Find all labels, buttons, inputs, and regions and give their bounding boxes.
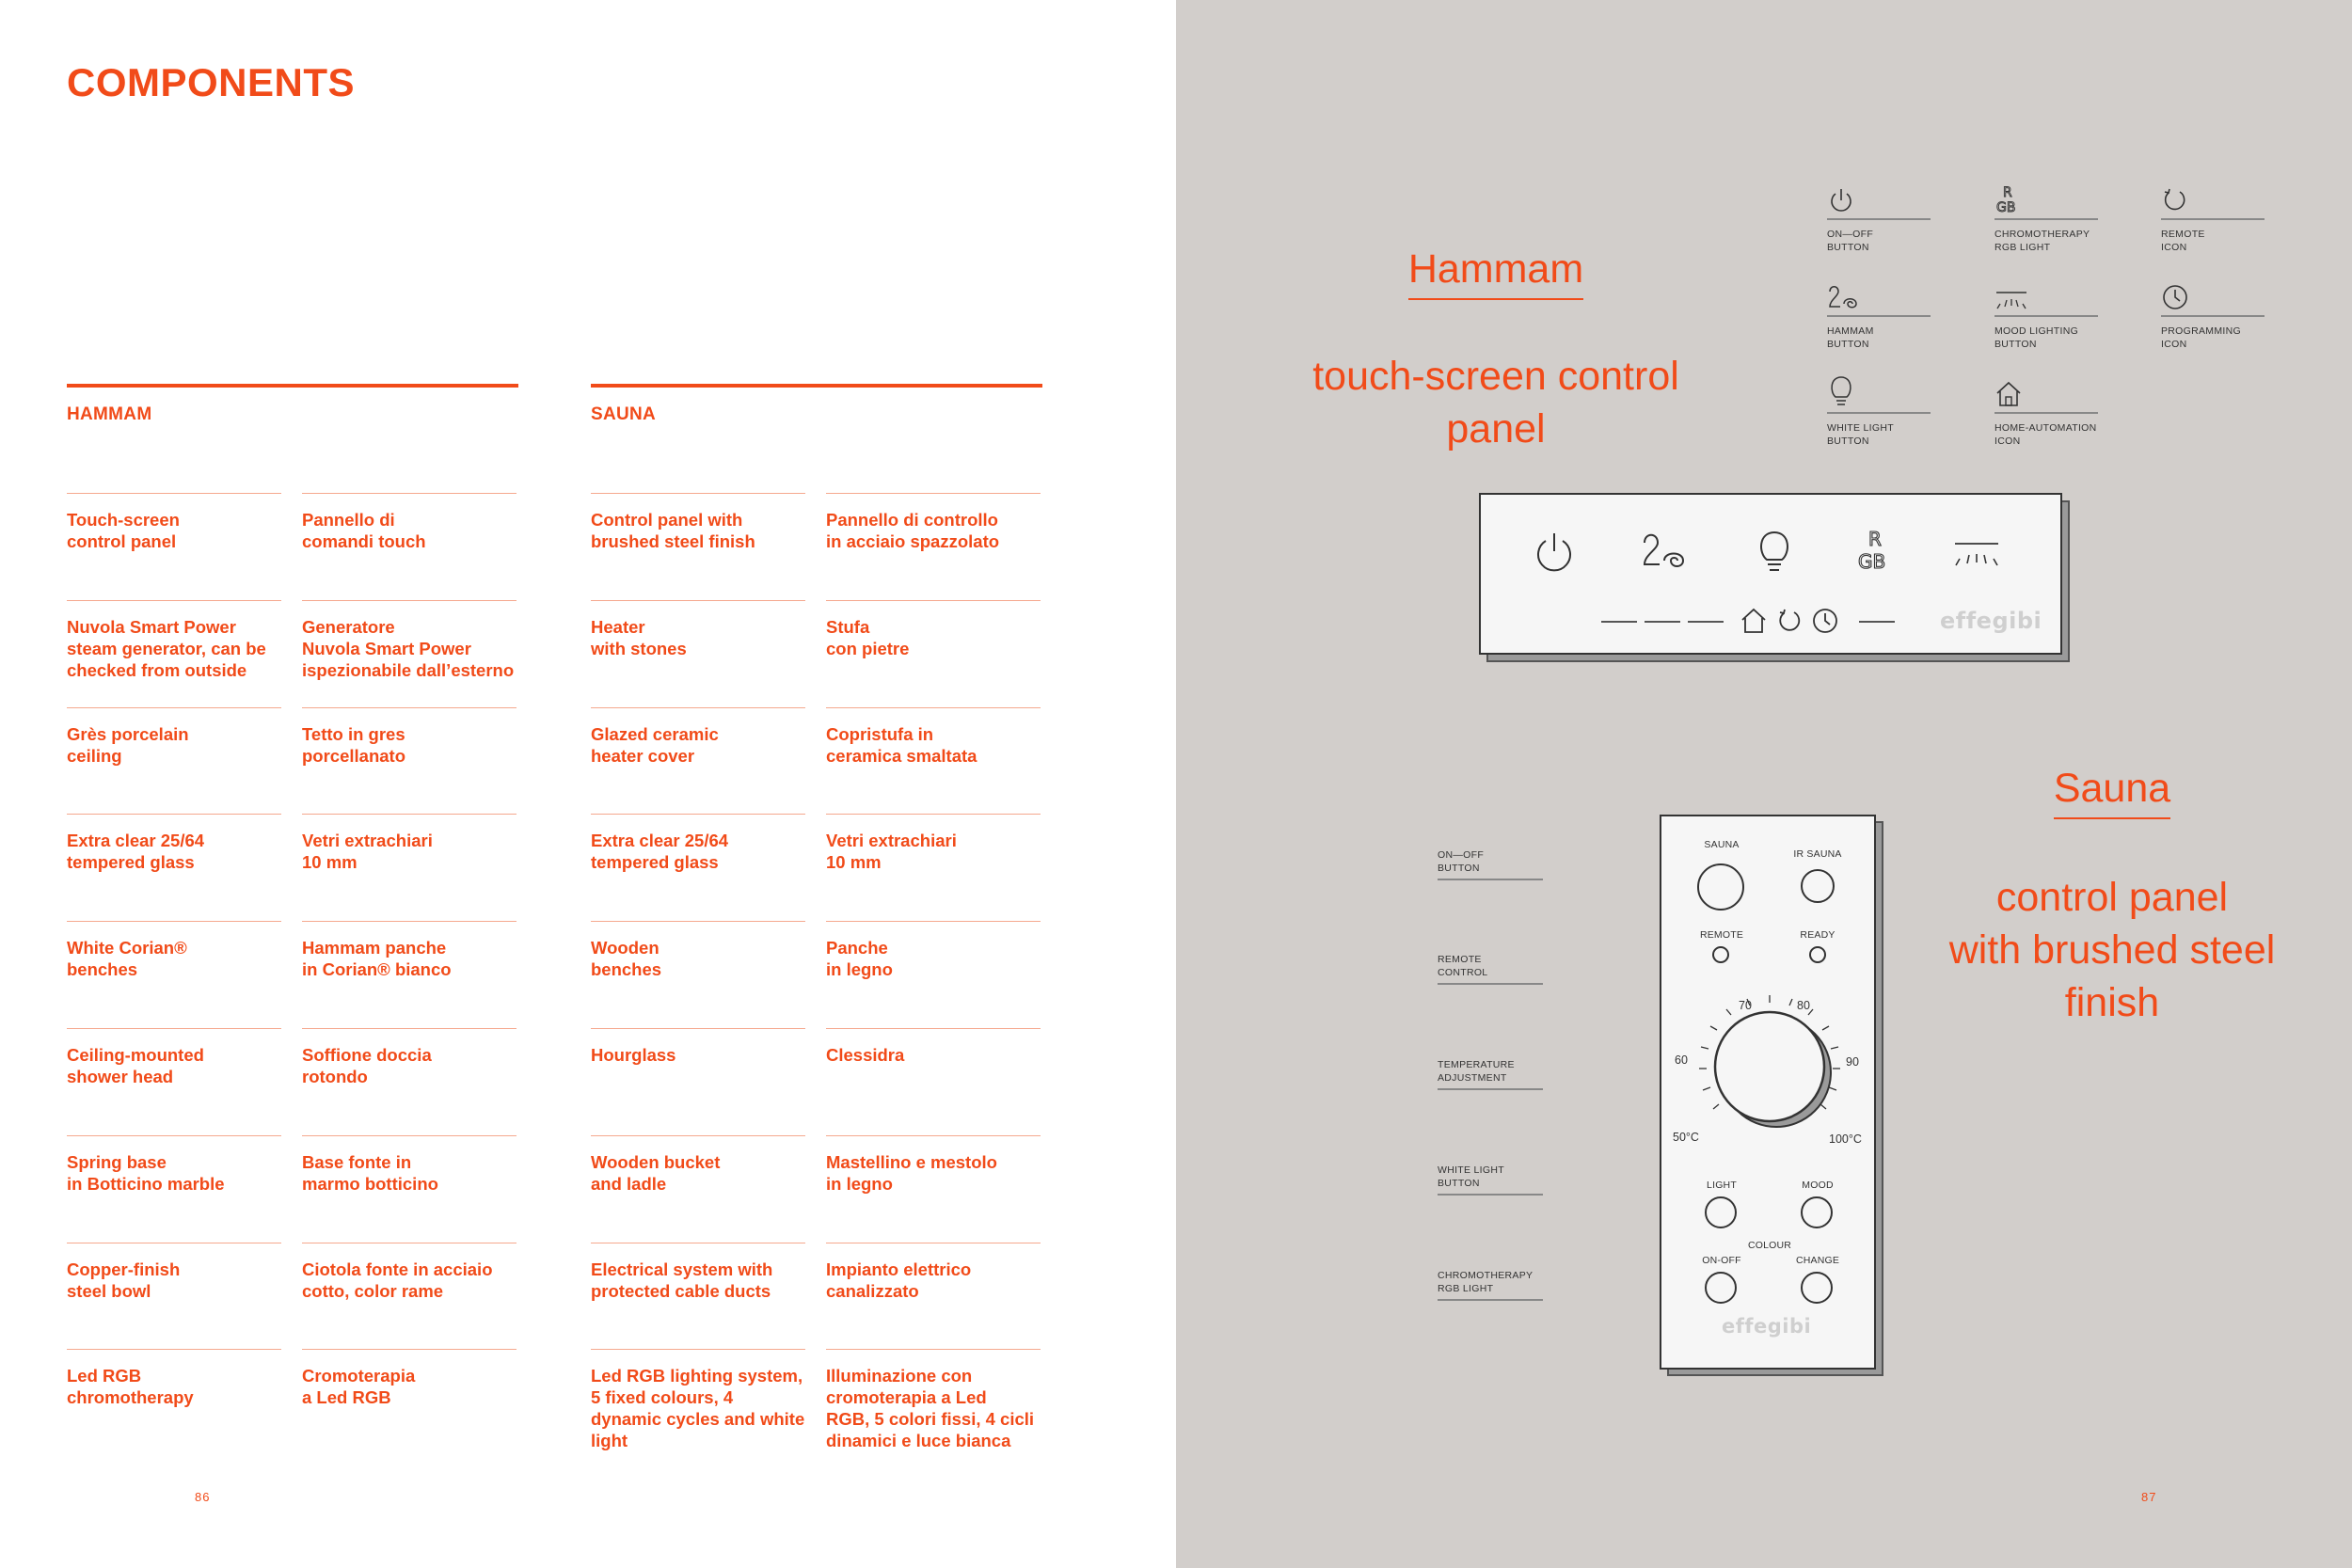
light-button[interactable] <box>1705 1196 1737 1228</box>
sauna-legend-temperature: TEMPERATURE ADJUSTMENT <box>1438 1058 1543 1090</box>
power-icon <box>1827 186 1855 214</box>
panel-dash <box>1859 621 1895 623</box>
panel-dash <box>1601 621 1637 623</box>
hammam-item-en: Touch-screen control panel <box>67 493 281 552</box>
sauna-item-en: Extra clear 25/64 tempered glass <box>591 814 805 873</box>
hammam-subtitle: touch-screen control panel <box>1312 354 1679 451</box>
hammam-icon <box>1827 283 1859 311</box>
sauna-subtitle: control panel with brushed steel finish <box>1948 875 2276 1025</box>
hammam-item-en: Copper-finish steel bowl <box>67 1243 281 1302</box>
hammam-row <box>67 1243 518 1350</box>
home-icon <box>1994 380 2023 408</box>
hammam-item-en: Extra clear 25/64 tempered glass <box>67 814 281 873</box>
sauna-heading-rule <box>591 384 1042 388</box>
sauna-item-en: Heater with stones <box>591 600 805 659</box>
sauna-row <box>591 1135 1042 1243</box>
ir-sauna-button[interactable] <box>1801 869 1835 903</box>
sauna-item-en: Control panel with brushed steel finish <box>591 493 805 552</box>
sauna-item-it: Illuminazione con cromoterapia a Led RGB, 5 colori fissi, 4 cicli dinamici e luce bianca <box>826 1349 1041 1451</box>
sauna-rows <box>591 493 1042 1456</box>
hammam-item-en: Spring base in Botticino marble <box>67 1135 281 1195</box>
hammam-heading-rule <box>67 384 518 388</box>
sauna-title: Sauna <box>1971 766 2253 819</box>
label-ir-sauna: IR SAUNA <box>1793 848 1842 860</box>
hammam-rows <box>67 493 518 1456</box>
legend-remote: REMOTE ICON <box>2161 182 2265 254</box>
label-light: LIGHT <box>1707 1180 1737 1191</box>
sauna-item-it: Panche in legno <box>826 921 1041 980</box>
panel-bulb-icon[interactable] <box>1756 529 1793 576</box>
panel-dash <box>1688 621 1724 623</box>
mood-icon <box>1994 287 2028 311</box>
sauna-legend-remote: REMOTE CONTROL <box>1438 953 1543 985</box>
svg-text:GB: GB <box>1858 550 1886 573</box>
panel-remote-icon[interactable] <box>1776 608 1803 634</box>
legend-white-light: WHITE LIGHT BUTTON <box>1827 376 1931 448</box>
sauna-item-en: Electrical system with protected cable ducts <box>591 1243 805 1302</box>
hammam-row <box>67 814 518 921</box>
sauna-row <box>591 493 1042 600</box>
mood-button[interactable] <box>1801 1196 1833 1228</box>
panel-dash <box>1645 621 1680 623</box>
clock-icon <box>2161 283 2189 311</box>
hammam-row <box>67 707 518 815</box>
ready-indicator <box>1809 946 1826 963</box>
sauna-on-off-button[interactable] <box>1697 863 1744 911</box>
sauna-item-it: Vetri extrachiari 10 mm <box>826 814 1041 873</box>
sauna-item-en: Wooden benches <box>591 921 805 980</box>
label-colour: COLOUR <box>1747 1240 1792 1251</box>
hammam-row <box>67 493 518 600</box>
legend-mood: MOOD LIGHTING BUTTON <box>1994 279 2098 351</box>
hammam-item-en: White Corian® benches <box>67 921 281 980</box>
legend-home-automation: HOME-AUTOMATION ICON <box>1994 376 2098 448</box>
page-title: COMPONENTS <box>67 60 356 104</box>
hammam-item-it: Pannello di comandi touch <box>302 493 516 552</box>
sauna-item-it: Copristufa in ceramica smaltata <box>826 707 1041 767</box>
sauna-legend-chromotherapy: CHROMOTHERAPY RGB LIGHT <box>1438 1269 1543 1301</box>
sauna-item-en: Hourglass <box>591 1028 805 1066</box>
label-on-off: ON-OFF <box>1702 1255 1741 1266</box>
sauna-item-en: Glazed ceramic heater cover <box>591 707 805 767</box>
panel-hammam-icon[interactable] <box>1641 531 1688 572</box>
hammam-item-it: Cromoterapia a Led RGB <box>302 1349 516 1408</box>
hammam-item-en: Nuvola Smart Power steam generator, can be checked from outside <box>67 600 281 681</box>
label-ready: READY <box>1800 929 1836 941</box>
hammam-item-it: Tetto in gres porcellanato <box>302 707 516 767</box>
sauna-row <box>591 1349 1042 1456</box>
hammam-row <box>67 600 518 707</box>
temperature-dial[interactable] <box>1714 1012 1825 1123</box>
hammam-heading: HAMMAM <box>67 404 152 424</box>
sauna-row <box>591 921 1042 1028</box>
label-mood: MOOD <box>1802 1180 1834 1191</box>
sauna-item-it: Mastellino e mestolo in legno <box>826 1135 1041 1195</box>
sauna-row <box>591 1243 1042 1350</box>
hammam-title: Hammam <box>1355 246 1637 300</box>
legend-on-off: ON—OFF BUTTON <box>1827 182 1931 254</box>
label-remote: REMOTE <box>1699 929 1744 941</box>
tick-50: 50°C <box>1673 1131 1699 1144</box>
svg-text:R: R <box>2003 185 2012 200</box>
rgb-icon <box>1994 182 2026 214</box>
hammam-item-it: Ciotola fonte in acciaio cotto, color rame <box>302 1243 516 1302</box>
sauna-legend-white-light: WHITE LIGHT BUTTON <box>1438 1164 1543 1196</box>
sauna-item-it: Clessidra <box>826 1028 1041 1066</box>
panel-home-icon[interactable] <box>1740 608 1767 634</box>
hammam-panel-brand: effegibi <box>1940 608 2042 634</box>
page-number-left: 86 <box>195 1490 211 1504</box>
hammam-item-it: Base fonte in marmo botticino <box>302 1135 516 1195</box>
tick-80: 80 <box>1797 999 1810 1012</box>
sauna-item-it: Stufa con pietre <box>826 600 1041 659</box>
sauna-row <box>591 814 1042 921</box>
bulb-icon <box>1827 374 1855 408</box>
panel-power-icon[interactable] <box>1534 531 1575 572</box>
svg-text:R: R <box>1868 528 1882 550</box>
tick-60: 60 <box>1675 1053 1688 1067</box>
sauna-item-en: Led RGB lighting system, 5 fixed colours, 4 dynamic cycles and white light <box>591 1349 805 1451</box>
sauna-panel-brand: effegibi <box>1722 1315 1812 1338</box>
tick-100: 100°C <box>1829 1132 1862 1146</box>
colour-change-button[interactable] <box>1801 1272 1833 1304</box>
sauna-row <box>591 600 1042 707</box>
panel-mood-icon[interactable] <box>1951 536 2002 570</box>
tick-70: 70 <box>1739 999 1752 1012</box>
hammam-control-panel <box>1479 493 2062 655</box>
hammam-item-it: Vetri extrachiari 10 mm <box>302 814 516 873</box>
label-sauna: SAUNA <box>1704 839 1740 850</box>
hammam-item-en: Grès porcelain ceiling <box>67 707 281 767</box>
hammam-item-en: Ceiling-mounted shower head <box>67 1028 281 1087</box>
hammam-item-it: Hammam panche in Corian® bianco <box>302 921 516 980</box>
panel-clock-icon[interactable] <box>1812 608 1838 634</box>
hammam-column <box>67 384 518 1408</box>
panel-rgb-icon[interactable] <box>1855 527 1902 574</box>
hammam-row <box>67 1135 518 1243</box>
label-change: CHANGE <box>1795 1255 1840 1266</box>
hammam-item-en: Led RGB chromotherapy <box>67 1349 281 1408</box>
sauna-item-en: Wooden bucket and ladle <box>591 1135 805 1195</box>
remote-indicator <box>1712 946 1729 963</box>
page-number-right: 87 <box>2141 1490 2157 1504</box>
sauna-control-panel <box>1660 815 1876 1370</box>
sauna-row <box>591 707 1042 815</box>
hammam-item-it: Soffione doccia rotondo <box>302 1028 516 1087</box>
sauna-heading: SAUNA <box>591 404 657 424</box>
hammam-row <box>67 921 518 1028</box>
sauna-item-it: Impianto elettrico canalizzato <box>826 1243 1041 1302</box>
hammam-row <box>67 1028 518 1135</box>
sauna-item-it: Pannello di controllo in acciaio spazzolato <box>826 493 1041 552</box>
colour-on-off-button[interactable] <box>1705 1272 1737 1304</box>
hammam-item-it: Generatore Nuvola Smart Power ispezionabile dall’esterno <box>302 600 516 681</box>
sauna-legend-on-off: ON—OFF BUTTON <box>1438 848 1543 880</box>
legend-programming: PROGRAMMING ICON <box>2161 279 2265 351</box>
remote-icon <box>2161 186 2189 214</box>
legend-chromotherapy: R GB CHROMOTHERAPY RGB LIGHT <box>1994 182 2098 254</box>
sauna-column <box>591 384 1042 1451</box>
hammam-row <box>67 1349 518 1456</box>
tick-90: 90 <box>1846 1055 1859 1069</box>
legend-hammam: HAMMAM BUTTON <box>1827 279 1931 351</box>
sauna-row <box>591 1028 1042 1135</box>
svg-text:GB: GB <box>1996 200 2016 214</box>
